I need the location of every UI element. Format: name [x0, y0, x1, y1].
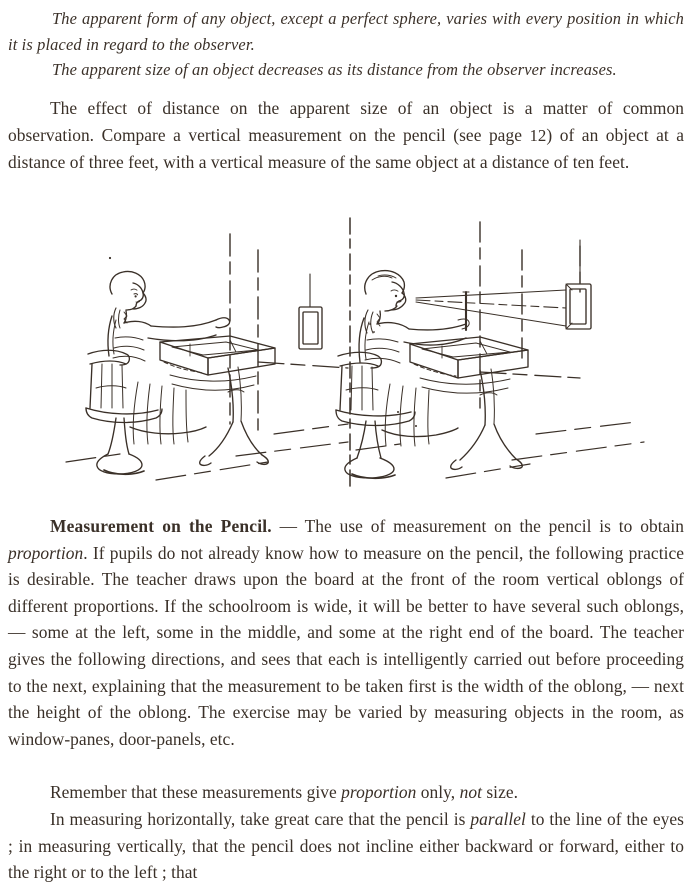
sightlines [416, 290, 566, 326]
remember-italic-not: not [459, 782, 482, 802]
section-body-1: The use of measurement on the pencil is to obtain [304, 516, 684, 536]
section-italic-proportion: proportion [8, 542, 84, 563]
intro-paragraph-text [8, 95, 684, 176]
rule-statement-2: The apparent size of an object decreases as its distance from the observer increases. [52, 60, 617, 79]
left-panel-scene [66, 234, 348, 480]
wall-card-left [299, 274, 322, 349]
final-part-1: In measuring horizontally, take great care that the pencil is [50, 809, 471, 829]
section-dash: — [271, 516, 305, 536]
final-paragraph [8, 806, 684, 886]
intro-text-part-2: ) of an object at a distance of three feet, with a vertical measure of the same object at a distance of ten feet. [8, 124, 684, 173]
final-paragraph-text [8, 806, 684, 886]
illustration-pencil-measurement [60, 212, 660, 497]
remember-part-2: only, [416, 782, 460, 802]
remember-paragraph-text [8, 779, 684, 806]
page-reference: 12 [529, 125, 547, 145]
floor-lines-right [356, 422, 644, 478]
rule-statements [8, 6, 684, 83]
remember-paragraph [8, 779, 684, 806]
section-body-2: . If pupils do not already know how to measure on the pencil, the following practice is desirable. The teacher draws upon the board at the front of the room vertical oblongs of different proportions. If the schoolroom is wide, it will be better to have several such oblongs, — some at the left, some in the middle, and some at the right end of the board. The teacher gives the following directions, and sees that each is intelligently carried out before proceeding to the next, explaining that the measurement to be taken first is the width of the oblong, — next the height of the oblong. The exercise may be varied by measuring objects in the room, as window-panes, door-panels, etc. [8, 542, 684, 749]
intro-paragraph [8, 95, 684, 176]
section-paragraph [8, 513, 684, 752]
chair-left [86, 350, 162, 474]
section-heading: Measurement on the Pencil. [50, 516, 272, 536]
chair-right [336, 352, 415, 478]
remember-part-3: size. [481, 782, 519, 802]
right-panel-scene [336, 222, 644, 478]
wall-card-right [566, 240, 591, 329]
final-italic-parallel: parallel [470, 809, 526, 829]
section-measurement-on-the-pencil [8, 513, 684, 752]
remember-italic-proportion: proportion [341, 782, 417, 802]
desk-right [410, 337, 528, 469]
final-part-2: to the line of the eyes ; in measuring vertically, that the pencil does not incline either backward or forward, either to the right or to the left ; that [8, 809, 684, 883]
intro-text-part-1: The effect of distance on the apparent size of an object is a matter of common observation. Compare a vertical measurement on the pencil (see page [8, 98, 684, 145]
remember-part-1: Remember that these measurements give [50, 782, 342, 802]
rule-statement-1: The apparent form of any object, except a perfect sphere, varies with every position in which it is placed in regard to the observer. [8, 9, 684, 54]
